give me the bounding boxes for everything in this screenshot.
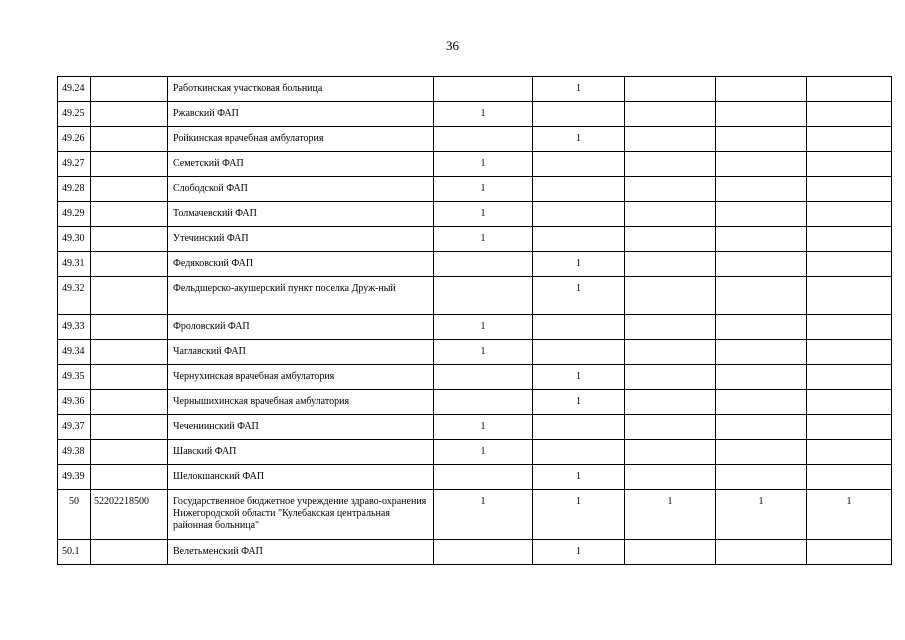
row-value-5 [807,315,892,340]
row-name: Слободской ФАП [168,177,434,202]
row-value-4 [716,277,807,315]
row-number: 49.33 [58,315,91,340]
row-name: Шелокшанский ФАП [168,465,434,490]
row-value-4 [716,315,807,340]
row-value-5 [807,440,892,465]
row-name: Федяковский ФАП [168,252,434,277]
row-number: 49.26 [58,127,91,152]
row-value-5 [807,540,892,565]
row-number: 50.1 [58,540,91,565]
row-code [91,365,168,390]
row-name: Чечениинский ФАП [168,415,434,440]
row-value-1 [434,390,533,415]
row-name: Чаглавский ФАП [168,340,434,365]
row-number: 49.37 [58,415,91,440]
row-value-3 [625,102,716,127]
row-number: 49.29 [58,202,91,227]
row-number: 49.31 [58,252,91,277]
row-code [91,465,168,490]
row-value-2: 1 [533,490,625,540]
row-value-2 [533,177,625,202]
page-number: 36 [446,38,459,53]
row-value-3 [625,152,716,177]
row-value-1 [434,77,533,102]
row-value-1 [434,465,533,490]
row-number: 49.28 [58,177,91,202]
row-value-4 [716,127,807,152]
row-value-2 [533,227,625,252]
row-value-3 [625,277,716,315]
row-value-1 [434,127,533,152]
row-value-3 [625,227,716,252]
row-number: 49.25 [58,102,91,127]
row-number: 49.32 [58,277,91,315]
row-name: Фроловский ФАП [168,315,434,340]
row-value-5 [807,465,892,490]
row-value-5 [807,390,892,415]
row-value-1: 1 [434,340,533,365]
row-value-1: 1 [434,202,533,227]
table-row [58,152,892,177]
row-value-5 [807,77,892,102]
row-value-5 [807,415,892,440]
row-name: Фельдшерско-акушерский пункт поселка Друж-ный [168,277,434,315]
row-code [91,227,168,252]
row-value-2: 1 [533,465,625,490]
row-value-3 [625,340,716,365]
row-value-5 [807,277,892,315]
row-value-4 [716,440,807,465]
row-code [91,127,168,152]
row-name: Утечинский ФАП [168,227,434,252]
table-row [58,440,892,465]
row-code [91,252,168,277]
row-value-1: 1 [434,102,533,127]
row-number: 49.34 [58,340,91,365]
row-name: Семетский ФАП [168,152,434,177]
row-code [91,177,168,202]
table-row [58,465,892,490]
row-code [91,277,168,315]
table-row [58,252,892,277]
row-value-1: 1 [434,440,533,465]
row-value-1: 1 [434,152,533,177]
row-value-3 [625,365,716,390]
row-name: Ройкинская врачебная амбулатория [168,127,434,152]
row-value-2: 1 [533,390,625,415]
row-value-4 [716,540,807,565]
row-code [91,315,168,340]
row-value-1: 1 [434,177,533,202]
row-value-2 [533,202,625,227]
row-value-3 [625,77,716,102]
row-value-4: 1 [716,490,807,540]
row-code [91,152,168,177]
row-code [91,540,168,565]
row-value-2 [533,440,625,465]
row-name: Работкинская участковая больница [168,77,434,102]
data-table [57,76,892,565]
row-name: Велетьменский ФАП [168,540,434,565]
row-number: 49.36 [58,390,91,415]
row-value-4 [716,365,807,390]
row-value-2 [533,340,625,365]
table-row [58,277,892,315]
row-value-1: 1 [434,315,533,340]
row-value-4 [716,102,807,127]
row-number: 49.24 [58,77,91,102]
row-value-5 [807,252,892,277]
row-number: 49.30 [58,227,91,252]
row-value-1: 1 [434,415,533,440]
row-code [91,77,168,102]
row-value-5 [807,127,892,152]
row-value-2 [533,102,625,127]
row-value-2: 1 [533,277,625,315]
table-row [58,177,892,202]
row-number: 49.35 [58,365,91,390]
row-value-3 [625,440,716,465]
row-value-5 [807,340,892,365]
row-number: 49.27 [58,152,91,177]
row-number: 50 [58,490,91,540]
row-value-1 [434,540,533,565]
row-value-4 [716,465,807,490]
row-value-1 [434,277,533,315]
row-value-3 [625,390,716,415]
row-code [91,202,168,227]
row-name: Государственное бюджетное учреждение здраво-охранения Нижегородской области "Кулебакская центральная районная больница" [168,490,434,540]
row-code [91,440,168,465]
row-value-4 [716,77,807,102]
row-code: 52202218500 [91,490,168,540]
table-row [58,102,892,127]
table-row [58,390,892,415]
table-row [58,365,892,390]
table-row [58,415,892,440]
table-row [58,127,892,152]
row-value-5 [807,227,892,252]
row-value-2 [533,152,625,177]
row-number: 49.38 [58,440,91,465]
row-name: Толмачевский ФАП [168,202,434,227]
row-value-2: 1 [533,540,625,565]
row-code [91,102,168,127]
row-value-3 [625,177,716,202]
row-value-2: 1 [533,77,625,102]
row-value-3 [625,540,716,565]
row-code [91,390,168,415]
row-code [91,340,168,365]
row-value-2: 1 [533,365,625,390]
row-name: Ржавский ФАП [168,102,434,127]
table-row [58,315,892,340]
table-row [58,540,892,565]
row-value-4 [716,415,807,440]
row-value-4 [716,340,807,365]
row-value-2: 1 [533,127,625,152]
row-value-3 [625,252,716,277]
row-value-1: 1 [434,490,533,540]
row-value-4 [716,152,807,177]
row-value-5 [807,202,892,227]
row-value-3 [625,127,716,152]
row-name: Чернухинская врачебная амбулатория [168,365,434,390]
row-value-4 [716,390,807,415]
table-row [58,227,892,252]
row-number: 49.39 [58,465,91,490]
row-value-5 [807,152,892,177]
row-value-1: 1 [434,227,533,252]
row-value-4 [716,227,807,252]
row-value-3 [625,465,716,490]
row-value-3 [625,415,716,440]
row-value-3: 1 [625,490,716,540]
row-value-4 [716,202,807,227]
row-name: Шавский ФАП [168,440,434,465]
row-name: Чернышихинская врачебная амбулатория [168,390,434,415]
row-value-4 [716,177,807,202]
row-value-2 [533,415,625,440]
row-value-3 [625,202,716,227]
row-value-5: 1 [807,490,892,540]
table-row [58,202,892,227]
row-value-5 [807,365,892,390]
row-value-5 [807,177,892,202]
row-value-1 [434,365,533,390]
row-value-2: 1 [533,252,625,277]
row-value-2 [533,315,625,340]
table-row [58,490,892,540]
table-row [58,77,892,102]
table-row [58,340,892,365]
row-value-3 [625,315,716,340]
row-value-5 [807,102,892,127]
row-value-4 [716,252,807,277]
row-code [91,415,168,440]
row-value-1 [434,252,533,277]
